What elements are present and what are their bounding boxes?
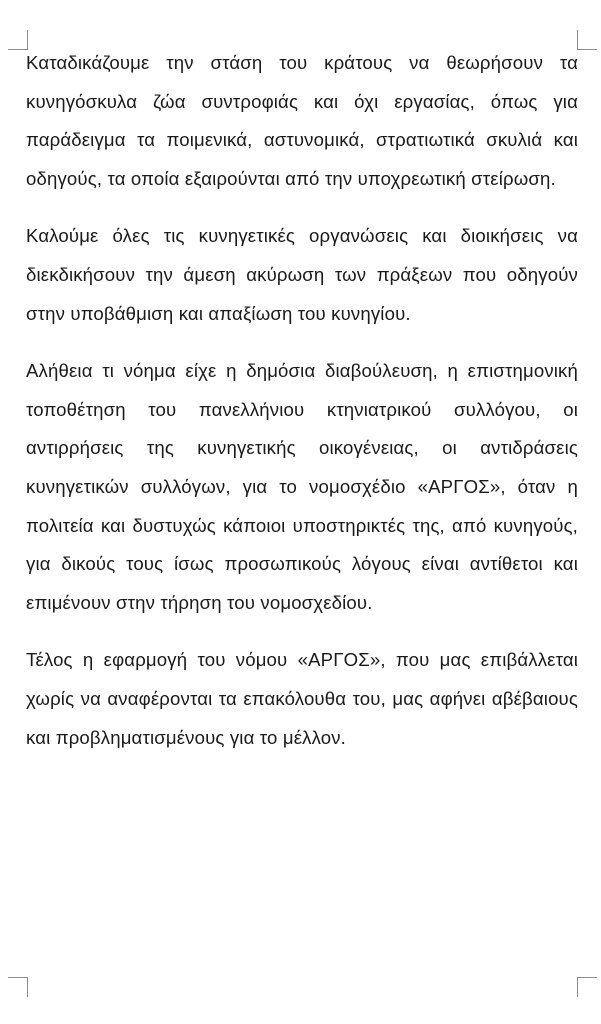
top-left-margin-marker <box>8 30 28 50</box>
paragraph-consultation-question: Αλήθεια τι νόημα είχε η δημόσια διαβούλευση, η επιστημονική τοποθέτηση του πανελλήνιου κτηνιατρικού συλλόγου, οι αντιρρήσεις της κυνηγετικής οικογένειας, οι αντιδράσεις κυνηγετικών συλλόγων, για το νομοσχέδιο «ΑΡΓΟΣ», όταν η πολιτεία και δυστυχώς κάποιοι υποστηρικτές της, από κυνηγούς, για δικούς τους ίσως προσωπικούς λόγους είναι αντίθετοι και επιμένουν στην τήρηση του νομοσχεδίου. <box>26 360 578 613</box>
document-body <box>26 44 578 776</box>
top-right-margin-marker <box>577 30 597 50</box>
bottom-left-margin-marker <box>8 977 28 997</box>
bottom-right-margin-marker <box>577 977 597 997</box>
paragraph-call-to-organizations: Καλούμε όλες τις κυνηγετικές οργανώσεις και διοικήσεις να διεκδικήσουν την άμεση ακύρωση των πράξεων που οδηγούν στην υποβάθμιση και απαξίωση του κυνηγίου. <box>26 225 578 324</box>
paragraph-condemnation: Καταδικάζουμε την στάση του κράτους να θεωρήσουν τα κυνηγόσκυλα ζώα συντροφιάς και όχι εργασίας, όπως για παράδειγμα τα ποιμενικά, αστυνομικά, στρατιωτικά σκυλιά και οδηγούς, τα οποία εξαιρούνται από την υποχρεωτική στείρωση. <box>26 52 578 189</box>
paragraph-conclusion: Τέλος η εφαρμογή του νόμου «ΑΡΓΟΣ», που μας επιβάλλεται χωρίς να αναφέρονται τα επακόλουθα του, μας αφήνει αβέβαιους και προβληματισμένους για το μέλλον. <box>26 649 578 748</box>
